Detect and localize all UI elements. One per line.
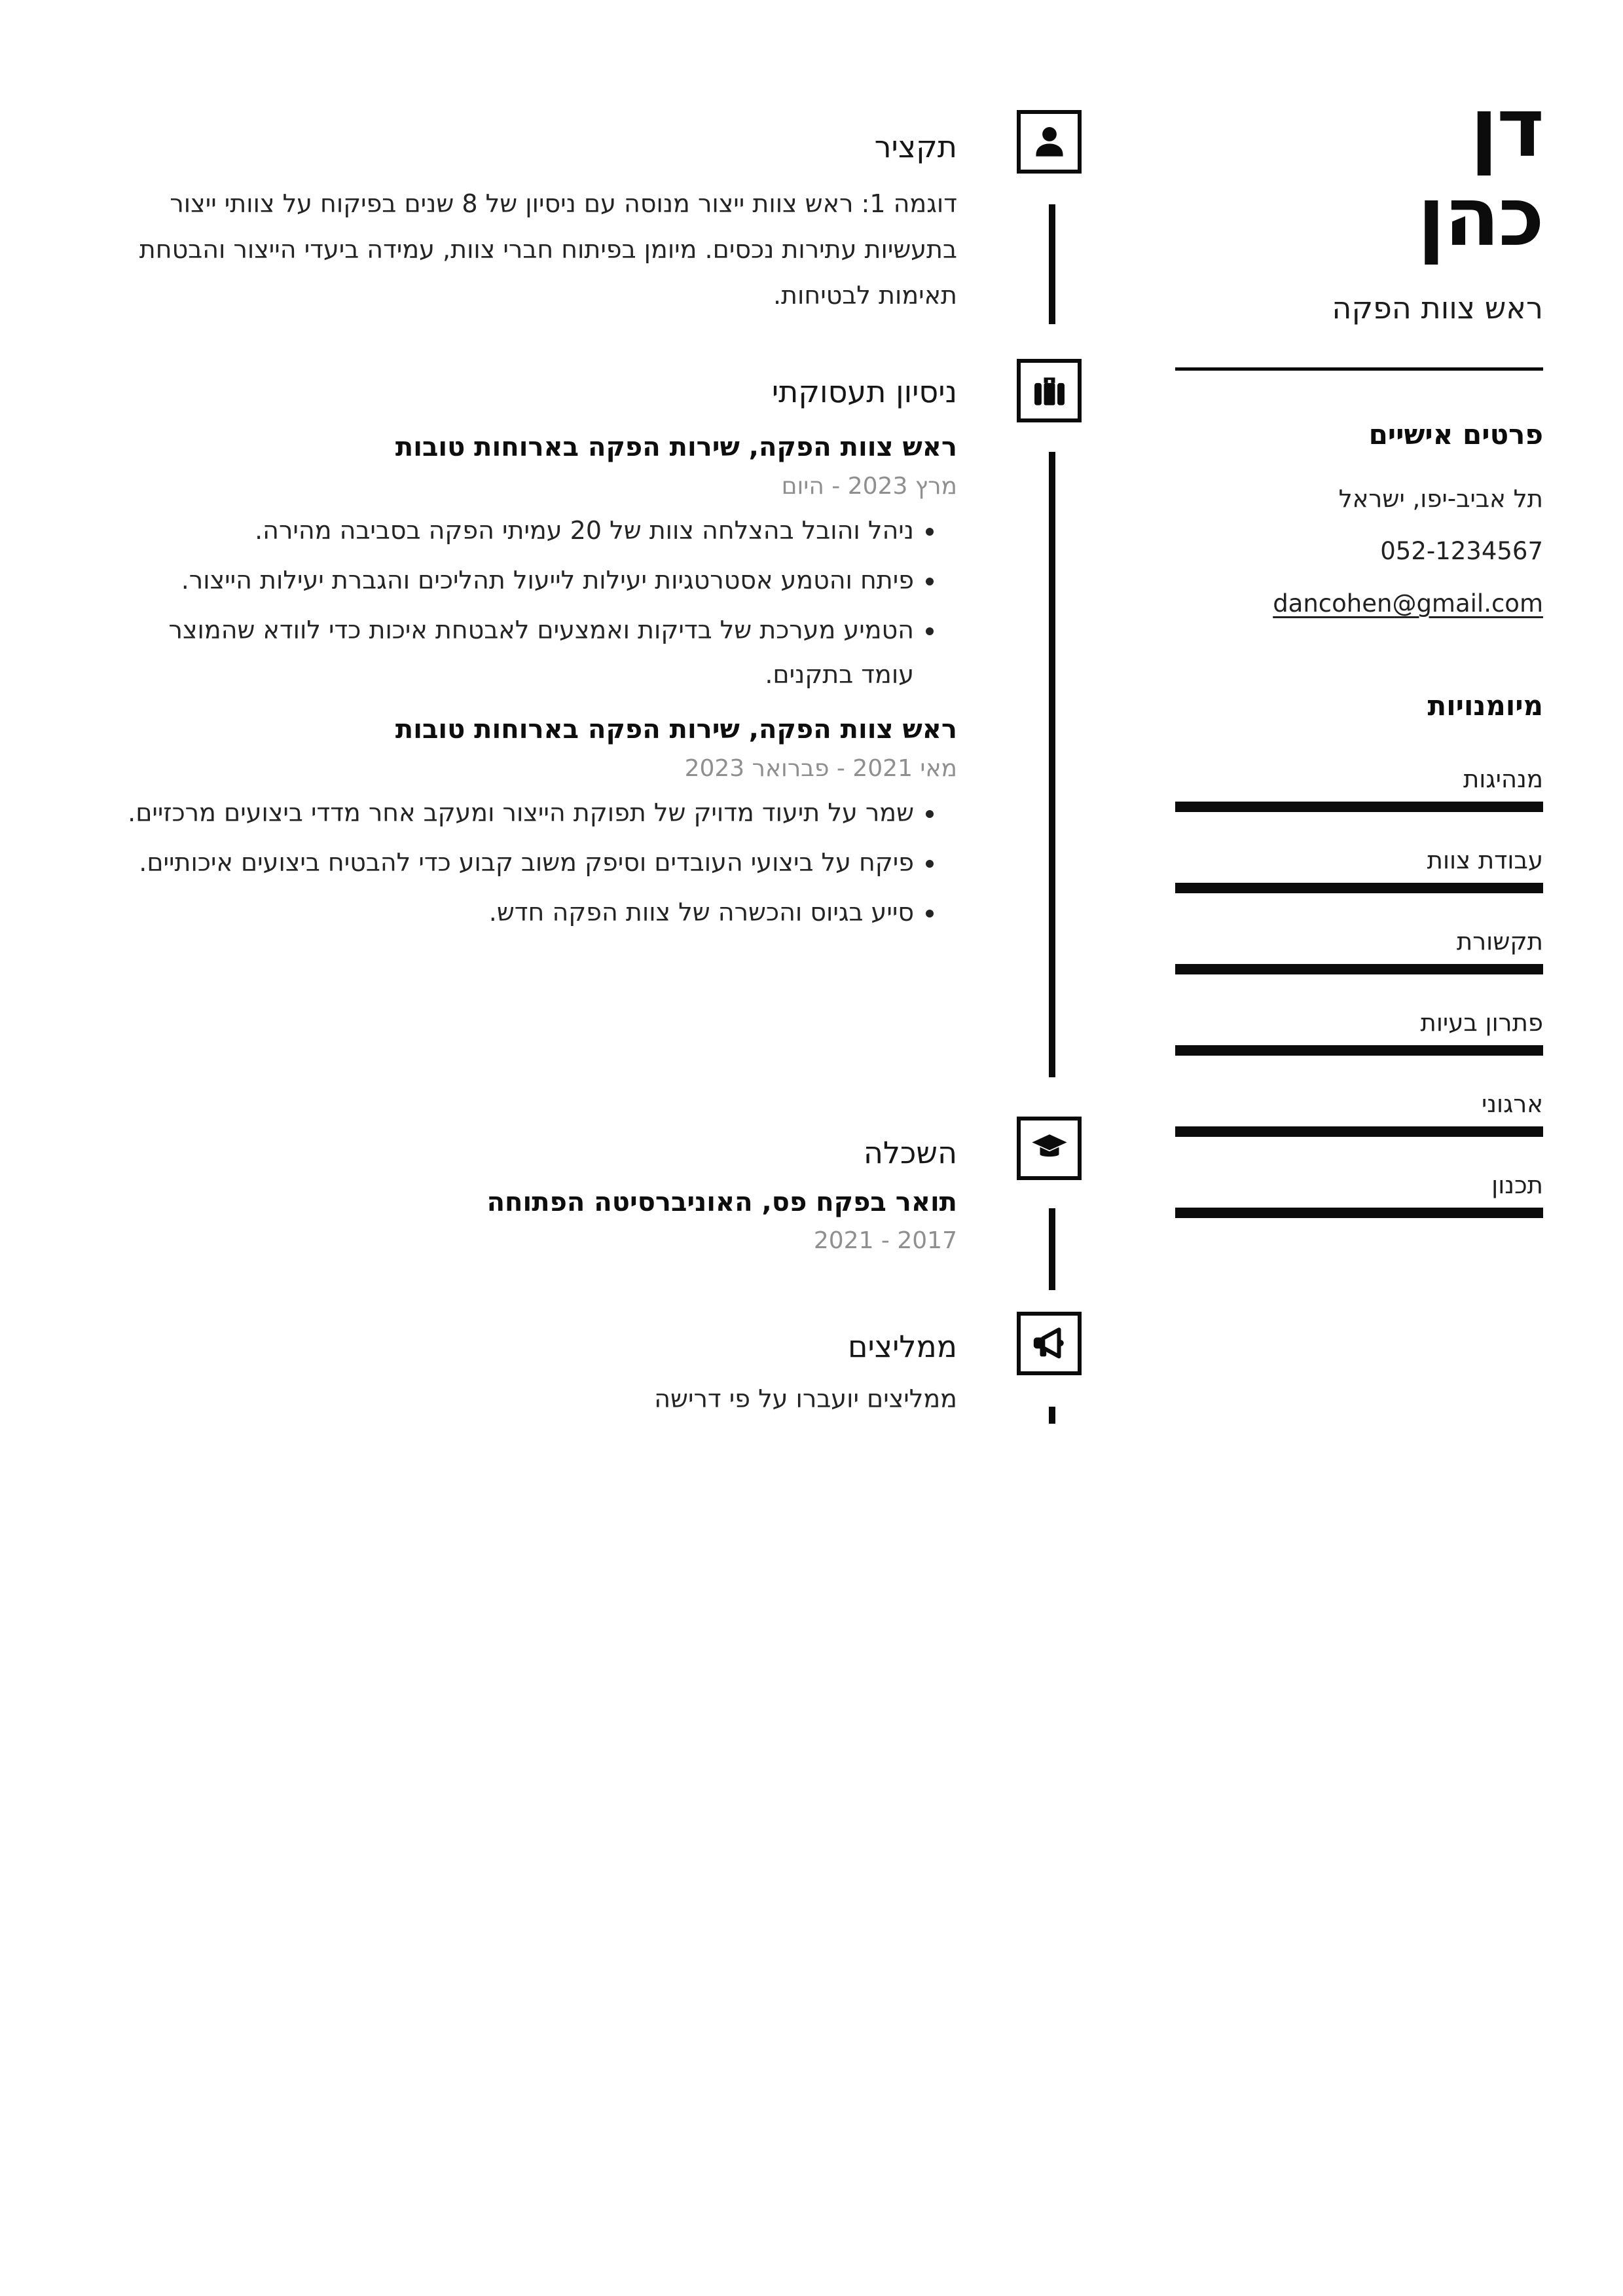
summary-title: תקציר [874,129,957,164]
candidate-headline: ראש צוות הפקה [1332,290,1543,325]
briefcase-icon [1030,372,1068,410]
references-text: ממליצים יועברו על פי דרישה [654,1384,957,1413]
job-bullet: • פיקח על ביצועי העובדים וסיפק משוב קבוע כדי להבטיח ביצועים איכותיים. [111,840,914,885]
experience-icon-box [1017,359,1082,422]
skills-title: מיומנויות [1427,690,1543,722]
skill-level-bar [1175,964,1543,974]
job-title: ראש צוות הפקה, שירות הפקה בארוחות טובות [395,432,957,462]
references-title: ממליצים [847,1329,957,1364]
skill-item [1175,926,1543,974]
job-bullet: • הטמיע מערכת של בדיקות ואמצעים לאבטחת איכות כדי לוודא שהמוצר עומד בתקנים. [111,608,914,697]
email-link[interactable]: dancohen@gmail.com [1273,589,1543,618]
job-entry [111,712,957,935]
skill-label: מנהיגות [1463,765,1543,793]
experience-title: ניסיון תעסוקתי [771,374,957,409]
job-bullet: • פיתח והטמע אסטרטגיות יעילות לייעול תהליכים והגברת יעילות הייצור. [111,558,914,602]
skill-label: תקשורת [1456,927,1543,955]
summary-text: דוגמה 1: ראש צוות ייצור מנוסה עם ניסיון של 8 שנים בפיקוח על צוותי ייצור בתעשיות עתירות נכסים. מיומן בפיתוח חברי צוות, עמידה ביעדי הייצור והבטחת תאימות לבטיחות. [139,189,957,310]
education-degree: תואר בפקח פס, האוניברסיטה הפתוחה [486,1187,957,1217]
skill-item [1175,764,1543,812]
skill-level-bar [1175,802,1543,812]
summary-section [111,128,957,318]
megaphone-icon [1030,1325,1068,1363]
timeline-segment [1049,1208,1055,1290]
skill-item [1175,1170,1543,1218]
phone-text: 052-1234567 [1380,537,1543,565]
skill-label: פתרון בעיות [1420,1009,1543,1037]
candidate-name [1175,81,1543,265]
skill-item [1175,845,1543,893]
summary-icon-box [1017,110,1082,174]
personal-details [1175,483,1543,640]
education-dates: 2017 - 2021 [813,1227,957,1254]
education-section [111,1134,957,1257]
job-dates: מרץ 2023 - היום [781,473,957,500]
timeline-segment [1049,1407,1055,1424]
skill-label: עבודת צוות [1427,846,1543,874]
first-name: דן [1470,81,1543,176]
references-icon-box [1017,1312,1082,1375]
skill-item [1175,1007,1543,1056]
experience-section [111,373,957,940]
skill-level-bar [1175,1045,1543,1056]
job-bullet: • שמר על תיעוד מדויק של תפוקת הייצור ומעקב אחר מדדי ביצועים מרכזיים. [111,790,914,835]
job-bullet-list [111,508,957,697]
skill-label: תכנון [1491,1171,1543,1199]
job-bullet-list [111,790,957,935]
graduation-cap-icon [1030,1130,1068,1168]
person-icon [1030,123,1068,161]
timeline-segment [1049,452,1055,1077]
skill-label: ארגוני [1481,1090,1543,1118]
job-bullet: • סייע בגיוס והכשרה של צוות הפקה חדש. [111,890,914,935]
job-entry [111,430,957,697]
job-title: ראש צוות הפקה, שירות הפקה בארוחות טובות [395,714,957,745]
skill-level-bar [1175,1126,1543,1137]
header-divider [1175,367,1543,371]
job-dates: מאי 2021 - פברואר 2023 [684,755,957,782]
references-section [111,1328,957,1415]
skill-level-bar [1175,883,1543,893]
skill-item [1175,1088,1543,1137]
last-name: כהן [1417,170,1543,265]
location-text: תל אביב-יפו, ישראל [1338,485,1543,513]
education-icon-box [1017,1117,1082,1180]
job-bullet: • ניהל והובל בהצלחה צוות של 20 עמיתי הפקה בסביבה מהירה. [111,508,914,553]
personal-details-title: פרטים אישיים [1368,418,1543,451]
education-title: השכלה [863,1135,957,1170]
skills-list [1175,764,1543,1251]
skill-level-bar [1175,1208,1543,1218]
timeline-segment [1049,204,1055,324]
